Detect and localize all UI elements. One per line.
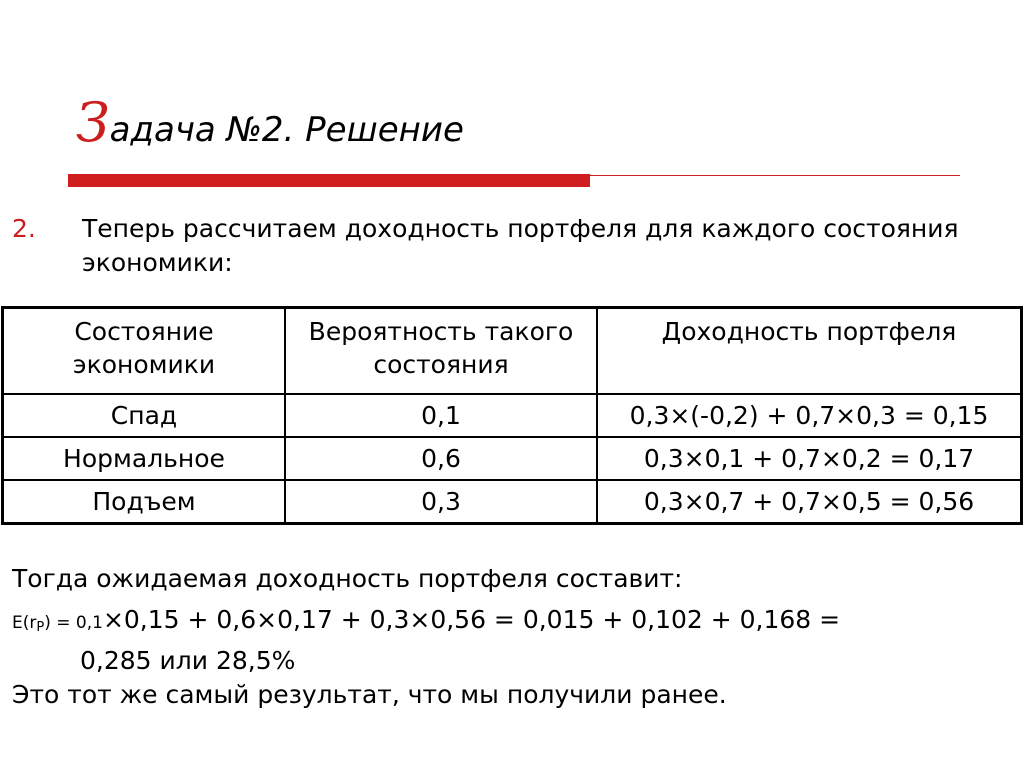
table-cell: 0,1: [285, 394, 597, 437]
title-initial-letter: З: [76, 91, 110, 154]
step-text: Теперь рассчитаем доходность портфеля для каждого состояния экономики:: [82, 214, 959, 277]
formula-rhs-line-2: 0,285 или 28,5%: [80, 646, 296, 675]
expected-return-formula: [12, 603, 1012, 677]
title-text: адача №2. Решение: [109, 110, 464, 150]
table-cell: 0,3: [285, 480, 597, 524]
page-title: [76, 91, 464, 154]
table-cell: 0,3×(-0,2) + 0,7×0,3 = 0,15: [597, 394, 1022, 437]
formula-lhs-subscript: P: [36, 620, 45, 635]
conclusion-text: Тогда ожидаемая доходность портфеля составит:: [12, 564, 683, 593]
table-cell: 0,3×0,1 + 0,7×0,2 = 0,17: [597, 437, 1022, 480]
table-cell: Нормальное: [3, 437, 286, 480]
step-number: 2.: [12, 214, 36, 243]
table-cell: Спад: [3, 394, 286, 437]
portfolio-returns-table: [1, 306, 1023, 525]
table-cell: Подъем: [3, 480, 286, 524]
formula-rhs-line-1: ×0,15 + 0,6×0,17 + 0,3×0,56 = 0,015 + 0,102 + 0,168 =: [102, 605, 841, 634]
table-cell: 0,3×0,7 + 0,7×0,5 = 0,56: [597, 480, 1022, 524]
title-underline-thin: [590, 175, 960, 176]
final-statement: Это тот же самый результат, что мы получили ранее.: [12, 680, 727, 709]
formula-lhs-prefix: E(r: [12, 613, 37, 633]
table-row: [3, 480, 1022, 524]
header-cell-return: Доходность портфеля: [597, 308, 1022, 395]
header-cell-state: Состояние экономики: [3, 308, 286, 395]
header-cell-probability: Вероятность такого состояния: [285, 308, 597, 395]
formula-lhs-suffix: ) = 0,1: [44, 613, 103, 633]
formula-line-1: [12, 603, 1012, 644]
table-row: [3, 394, 1022, 437]
title-underline-thick: [68, 174, 590, 187]
table-row: [3, 437, 1022, 480]
table-cell: 0,6: [285, 437, 597, 480]
table-header-row: [3, 308, 1022, 395]
